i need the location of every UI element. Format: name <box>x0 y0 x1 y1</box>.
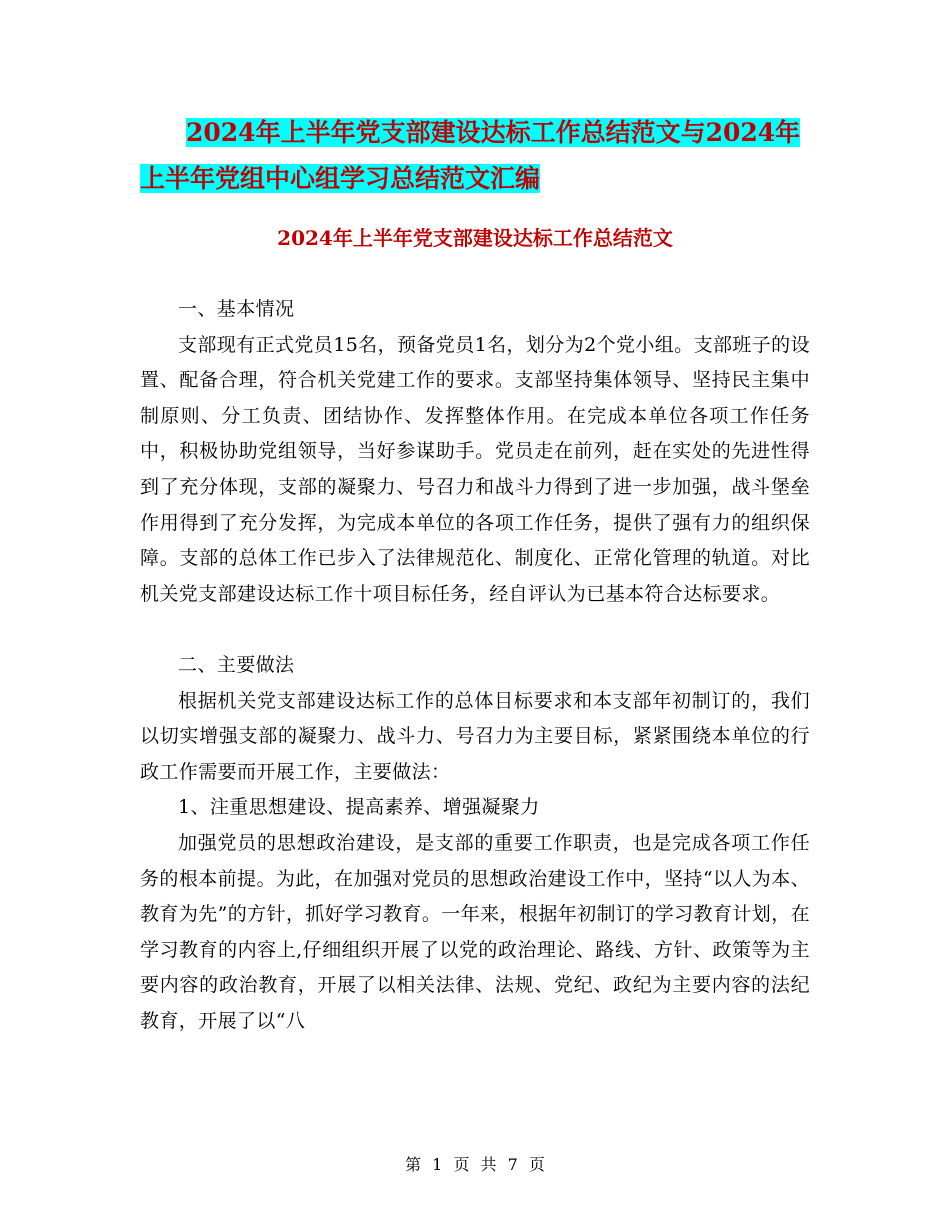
section-title: 2024年上半年党支部建设达标工作总结范文 <box>277 226 673 250</box>
paragraph-main-practices: 根据机关党支部建设达标工作的总体目标要求和本支部年初制订的，我们以切实增强支部的凝聚力、战斗力、号召力为主要目标，紧紧围绕本单位的行政工作需要而开展工作，主要做法： <box>140 689 810 783</box>
paragraph-basic-situation: 支部现有正式党员15名，预备党员1名，划分为2个党小组。支部班子的设置、配备合理，符合机关党建工作的要求。支部坚持集体领导、坚持民主集中制原则、分工负责、团结协作、发挥整体作用。在完成本单位各项工作任务中，积极协助党组领导，当好参谋助手。党员走在前列，赶在实处的先进性得到了充分体现，支部的凝聚力、号召力和战斗力得到了进一步加强，战斗堡垒作用得到了充分发挥，为完成本单位的各项工作任务，提供了强有力的组织保障。支部的总体工作已步入了法律规范化、制度化、正常化管理的轨道。对比机关党支部建设达标工作十项目标任务，经自评认为已基本符合达标要求。 <box>140 333 810 605</box>
paragraph-ideological-building: 加强党员的思想政治建设，是支部的重要工作职责，也是完成各项工作任务的根本前提。为此，在加强对党员的思想政治建设工作中，坚持“以人为本、教育为先”的方针，抓好学习教育。一年来，根据年初制订的学习教育计划，在学习教育的内容上,仔细组织开展了以党的政治理论、路线、方针、政策等为主要内容的政治教育，开展了以相关法律、法规、党纪、政纪为主要内容的法纪教育，开展了以“八 <box>140 831 810 1032</box>
title-line-1: 2024年上半年党支部建设达标工作总结范文与2024年 <box>186 118 801 147</box>
heading-basic-situation: 一、基本情况 <box>178 298 295 320</box>
document-body <box>140 292 810 1039</box>
page-footer: 第 1 页 共 7 页 <box>405 1155 545 1174</box>
paragraph-spacer <box>140 612 810 648</box>
title-line-2: 上半年党组中心组学习总结范文汇编 <box>140 164 541 193</box>
heading-main-practices: 二、主要做法 <box>178 653 295 676</box>
document-title <box>140 110 830 202</box>
heading-ideological-building: 1、注重思想建设、提高素养、增强凝聚力 <box>178 796 540 819</box>
